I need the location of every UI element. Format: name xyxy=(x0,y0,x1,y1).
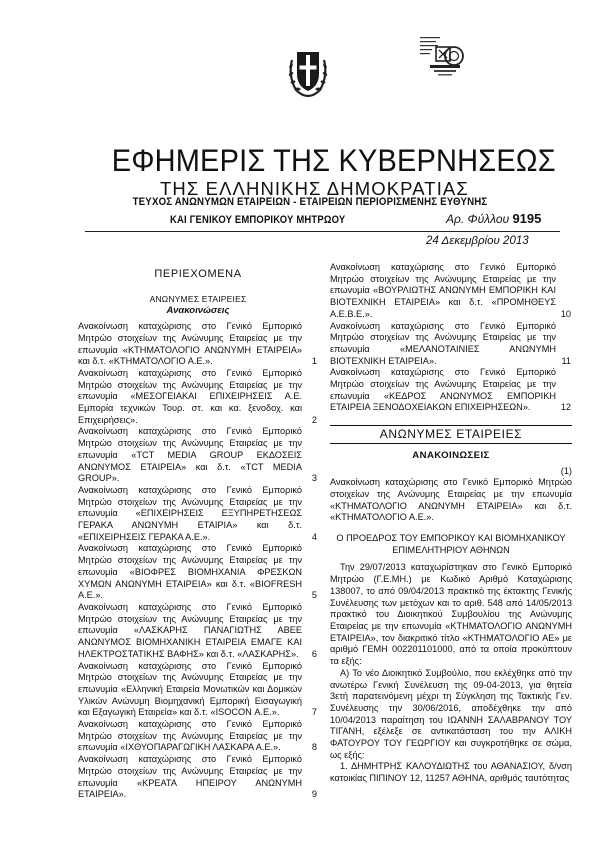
contents-entry-page: 6 xyxy=(311,648,317,659)
contents-entry-page: 11 xyxy=(561,355,571,366)
contents-entry-page: 4 xyxy=(311,531,317,542)
contents-entry xyxy=(330,321,572,368)
contents-entry xyxy=(78,602,318,661)
notice-number: (1) xyxy=(560,465,572,476)
contents-entry-text: Ανακοίνωση καταχώρισης στο Γενικό Εμπορικό Μητρώο στοιχείων της Ανώνυμης Εταιρείας με την επωνυμία «ΜΕΛΑΝΟΤΑΙΝΙΕΣ ΑΝΩΝΥΜΗ ΒΙΟΤΕΧΝΙΚΗ ΕΤΑΙΡΕΙΑ». xyxy=(330,320,556,366)
section-subheading: ΑΝΑΚΟΙΝΩΣΕΙΣ xyxy=(412,449,490,461)
contents-entry xyxy=(330,262,572,321)
sheet-number-label: Αρ. Φύλλου xyxy=(446,212,510,226)
contents-title: ΠΕΡΙΕΧΟΜΕΝΑ xyxy=(154,268,242,280)
contents-entry-text: Ανακοίνωση καταχώρισης στο Γενικό Εμπορικό Μητρώο στοιχείων της Ανώνυμης Εταιρείας με την επωνυμία «ΚΡΕΑΤΑ ΗΠΕΙΡΟΥ ΑΝΩΝΥΜΗ ΕΤΑΙΡΕΙΑ». xyxy=(78,754,302,800)
contents-entry-text: Ανακοίνωση καταχώρισης στο Γενικό Εμπορικό Μητρώο στοιχείων της Ανώνυμης Εταιρείας με την επωνυμία «ΜΕΣΟΓΕΙΑΚΑΙ ΕΠΙΧΕΙΡΗΣΕΙΣ Α.Ε. Εμπορία τεχνικών Τουρ. στ. και κα. ξενοδοχ. και Επιχειρήσεις». xyxy=(78,367,302,425)
contents-entry-text: Ανακοίνωση καταχώρισης στο Γενικό Εμπορικό Μητρώο στοιχείων της Ανώνυμης Εταιρείας με την επωνυμία «ΚΕΔΡΟΣ ΑΝΩΝΥΜΟΣ ΕΜΠΟΡΙΚΗ ΕΤΑΙΡΕΙΑ ΞΕΝΟΔΟΧΕΙΑΚΩΝ ΕΠΙΧΕΙΡΗΣΕΩΝ». xyxy=(330,367,556,413)
gazette-subtitle: ΤΗΣ ΕΛΛΗΝΙΚΗΣ ΔΗΜΟΚΡΑΤΙΑΣ xyxy=(160,178,469,199)
contents-entry xyxy=(78,543,318,602)
sheet-number xyxy=(446,211,541,226)
contents-list-left xyxy=(78,321,318,801)
contents-entry xyxy=(78,321,318,368)
notice-intro: Ανακοίνωση καταχώρισης στο Γενικό Εμπορικό Μητρώο στοιχείων της Ανώνυμης Εταιρείας με την επωνυμία «ΚΤΗΜΑΤΟΛΟΓΙΟ ΑΝΩΝΥΜΗ ΕΤΑΙΡΕΙΑ» και δ.τ. «ΚΤΗΜΑΤΟΛΟΓΙΟ Α.Ε.». xyxy=(330,477,572,523)
notice-paragraph-2: Α) Το νέο Διοικητικό Συμβούλιο, που εκλέχθηκε από την ανωτέρω Γενική Συνέλευση της 09-04-2013, για θητεία 3ετή παρατεινόμενη μέχρι τη Σύγκληση της Τακτικής Γεν. Συνέλευσης την 30/06/2016, αποδέχθηκε την από 10/04/2013 παραίτηση του ΙΩΑΝΝΗ ΣΑΛΑΒΡΑΝΟΥ ΤΟΥ ΤΙΓΑΝΗ, εξέλεξε σε αντικατάσταση του την ΑΛΙΚΗ ΦΑΤΟΥΡΟΥ ΤΟΥ ΓΕΩΡΓΙΟΥ και συγκροτήθηκε σε σώμα, ως εξής: xyxy=(330,667,572,760)
contents-list-right xyxy=(330,262,572,414)
contents-entry-text: Ανακοίνωση καταχώρισης στο Γενικό Εμπορικό Μητρώο στοιχείων της Ανώνυμης Εταιρείας με την επωνυμία «ΒΟΥΡΛΙΩΤΗΣ ΑΝΩΝΥΜΗ ΕΜΠΟΡΙΚΗ ΚΑΙ ΒΙΟΤΕΧΝΙΚΗ ΕΤΑΙΡΕΙΑ» και δ.τ. «ΠΡΟΜΗΘΕΥΣ Α.Ε.Β.Ε.». xyxy=(330,262,556,319)
contents-section: ΑΝΩΝΥΜΕΣ ΕΤΑΙΡΕΙΕΣ xyxy=(149,293,247,304)
contents-entry-page: 7 xyxy=(311,707,317,718)
contents-entry-page: 9 xyxy=(311,789,317,800)
contents-column xyxy=(78,262,318,801)
contents-entry xyxy=(78,754,318,801)
contents-entry-text: Ανακοίνωση καταχώρισης στο Γενικό Εμπορικό Μητρώο στοιχείων της Ανώνυμης Εταιρείας με την επωνυμία «TCT MEDIA GROUP ΕΚΔΟΣΕΙΣ ΑΝΩΝΥΜΟΣ ΕΤΑΙΡΕΙΑ» και δ.τ. «TCT MEDIA GROUP». xyxy=(78,426,302,484)
contents-subsection: Ανακοινώσεις xyxy=(166,305,230,317)
sheet-number-value: 9195 xyxy=(512,211,542,226)
contents-entry-text: Ανακοίνωση καταχώρισης στο Γενικό Εμπορικό Μητρώο στοιχείων της Ανώνυμης Εταιρείας με την επωνυμία «Ελληνική Εταιρεία Μονωτικών και Δομικών Υλικών Ανώνυμη Βιομηχανική Εμπορική Εισαγωγική και Εξαγωγική Εταιρεία» και δ.τ. «ISOCON Α.Ε.». xyxy=(78,660,302,718)
contents-entry-text: Ανακοίνωση καταχώρισης στο Γενικό Εμπορικό Μητρώο στοιχείων της Ανώνυμης Εταιρείας με την επωνυμία «ΙΧΘΥΟΠΑΡΑΓΩΓΙΚΗ ΛΑΣΚΑΡΑ Α.Ε.». xyxy=(78,719,302,753)
contents-entry-text: Ανακοίνωση καταχώρισης στο Γενικό Εμπορικό Μητρώο στοιχείων της Ανώνυμης Εταιρείας με την επωνυμία «ΕΠΙΧΕΙΡΗΣΕΙΣ ΕΞΥΠΗΡΕΤΗΣΕΩΣ ΓΕΡΑΚΑ ΑΝΩΝΥΜΗ ΕΤΑΙΡΙΑ» και δ.τ. «ΕΠΙΧΕΙΡΗΣΕΙΣ ΓΕΡΑΚΑ Α.Ε.». xyxy=(78,484,302,542)
contents-entry xyxy=(330,367,572,414)
issuing-authority: Ο ΠΡΟΕΔΡΟΣ ΤΟΥ ΕΜΠΟΡΙΚΟΥ ΚΑΙ ΒΙΟΜΗΧΑΝΙΚΟΥ ΕΠΙΜΕΛΗΤΗΡΙΟΥ ΑΘΗΝΩΝ xyxy=(336,533,566,555)
contents-entry-page: 10 xyxy=(560,308,571,319)
contents-entry xyxy=(78,426,318,485)
gazette-series-line-1: ΤΕΥΧΟΣ ΑΝΩΝΥΜΩΝ ΕΤΑΙΡΕΙΩΝ - ΕΤΑΙΡΕΙΩΝ ΠΕΡΙΟΡΙΣΜΕΝΗΣ ΕΥΘΥΝΗΣ xyxy=(132,196,488,208)
notice-paragraph-3: 1. ΔΗΜΗΤΡΗΣ ΚΑΛΟΥΔΙΩΤΗΣ του ΑΘΑΝΑΣΙΟΥ, δ/νση κατοικίας ΠΙΠΙΝΟΥ 12, 11257 ΑΘΗΝΑ, αριθμός ταυτότητας xyxy=(330,761,572,784)
contents-entry-page: 12 xyxy=(560,402,571,413)
header-divider xyxy=(85,231,560,232)
contents-entry-text: Ανακοίνωση καταχώρισης στο Γενικό Εμπορικό Μητρώο στοιχείων της Ανώνυμης Εταιρείας με την επωνυμία «ΒΙΟΦΡΕΣ ΒΙΟΜΗΧΑΝΙΑ ΦΡΕΣΚΩΝ ΧΥΜΩΝ ΑΝΩΝΥΜΗ ΕΤΑΙΡΕΙΑ» και δ.τ. «BIOFRESH Α.Ε.». xyxy=(78,543,302,601)
contents-entry xyxy=(78,719,318,754)
contents-entry-text: Ανακοίνωση καταχώρισης στο Γενικό Εμπορικό Μητρώο στοιχείων της Ανώνυμης Εταιρείας με την επωνυμία «ΛΑΣΚΑΡΗΣ ΠΑΝΑΓΙΩΤΗΣ ΑΒΕΕ ΑΝΩΝΥΜΟΣ ΒΙΟΜΗΧΑΝΙΚΗ ΕΤΑΙΡΕΙΑ ΕΜΑΓΕ ΚΑΙ ΗΛΕΚΤΡΟΣΤΑΤΙΚΗΣ ΒΑΦΗΣ» και δ.τ. «ΛΑΣΚΑΡΗΣ». xyxy=(78,601,302,659)
body-column xyxy=(330,262,572,785)
section-heading: ΑΝΩΝΥΜΕΣ ΕΤΑΙΡΕΙΕΣ xyxy=(330,425,572,444)
contents-entry xyxy=(78,485,318,544)
issue-date: 24 Δεκεμβρίου 2013 xyxy=(426,235,529,247)
contents-entry-page: 8 xyxy=(311,742,317,753)
gazette-title: ΕΦΗΜΕΡΙΣ ΤΗΣ ΚΥΒΕΡΝΗΣΕΩΣ xyxy=(111,142,556,178)
contents-entry-page: 3 xyxy=(311,473,317,484)
greek-coat-of-arms-icon xyxy=(286,46,330,98)
national-printing-office-seal-icon xyxy=(418,34,468,80)
contents-entry xyxy=(78,661,318,720)
contents-entry-page: 1 xyxy=(311,356,317,367)
contents-entry-page: 2 xyxy=(311,414,317,425)
contents-entry-text: Ανακοίνωση καταχώρισης στο Γενικό Εμπορικό Μητρώο στοιχείων της Ανώνυμης Εταιρείας με την επωνυμία «ΚΤΗΜΑΤΟΛΟΓΙΟ ΑΝΩΝΥΜΗ ΕΤΑΙΡΕΙΑ» και δ.τ. «ΚΤΗΜΑΤΟΛΟΓΙΟ Α.Ε.». xyxy=(78,321,302,367)
notice-paragraph-1: Την 29/07/2013 καταχωρίστηκαν στο Γενικό Εμπορικό Μητρώο (Γ.Ε.ΜΗ.) με Κωδικό Αριθμό Καταχώρισης 138007, το από 09/04/2013 πρακτικό της έκτακτης Γενικής Συνέλευσης των μετόχων και το αριθ. 548 από 14/05/2013 πρακτικό του Διοικητικού Συμβουλίου της Ανώνυμης Εταιρείας με την επωνυμία «ΚΤΗΜΑΤΟΛΟΓΙΟ ΑΝΩΝΥΜΗ ΕΤΑΙΡΕΙΑ», τον διακριτικό τίτλο «ΚΤΗΜΑΤΟΛΟΓΙΟ ΑΕ» με αριθμό ΓΕΜΗ 002201101000, από τα οποία προκύπτουν τα εξής: xyxy=(330,562,572,667)
contents-entry xyxy=(78,368,318,427)
contents-entry-page: 5 xyxy=(311,590,317,601)
gazette-series-line-2: ΚΑΙ ΓΕΝΙΚΟΥ ΕΜΠΟΡΙΚΟΥ ΜΗΤΡΩΟΥ xyxy=(170,214,346,226)
